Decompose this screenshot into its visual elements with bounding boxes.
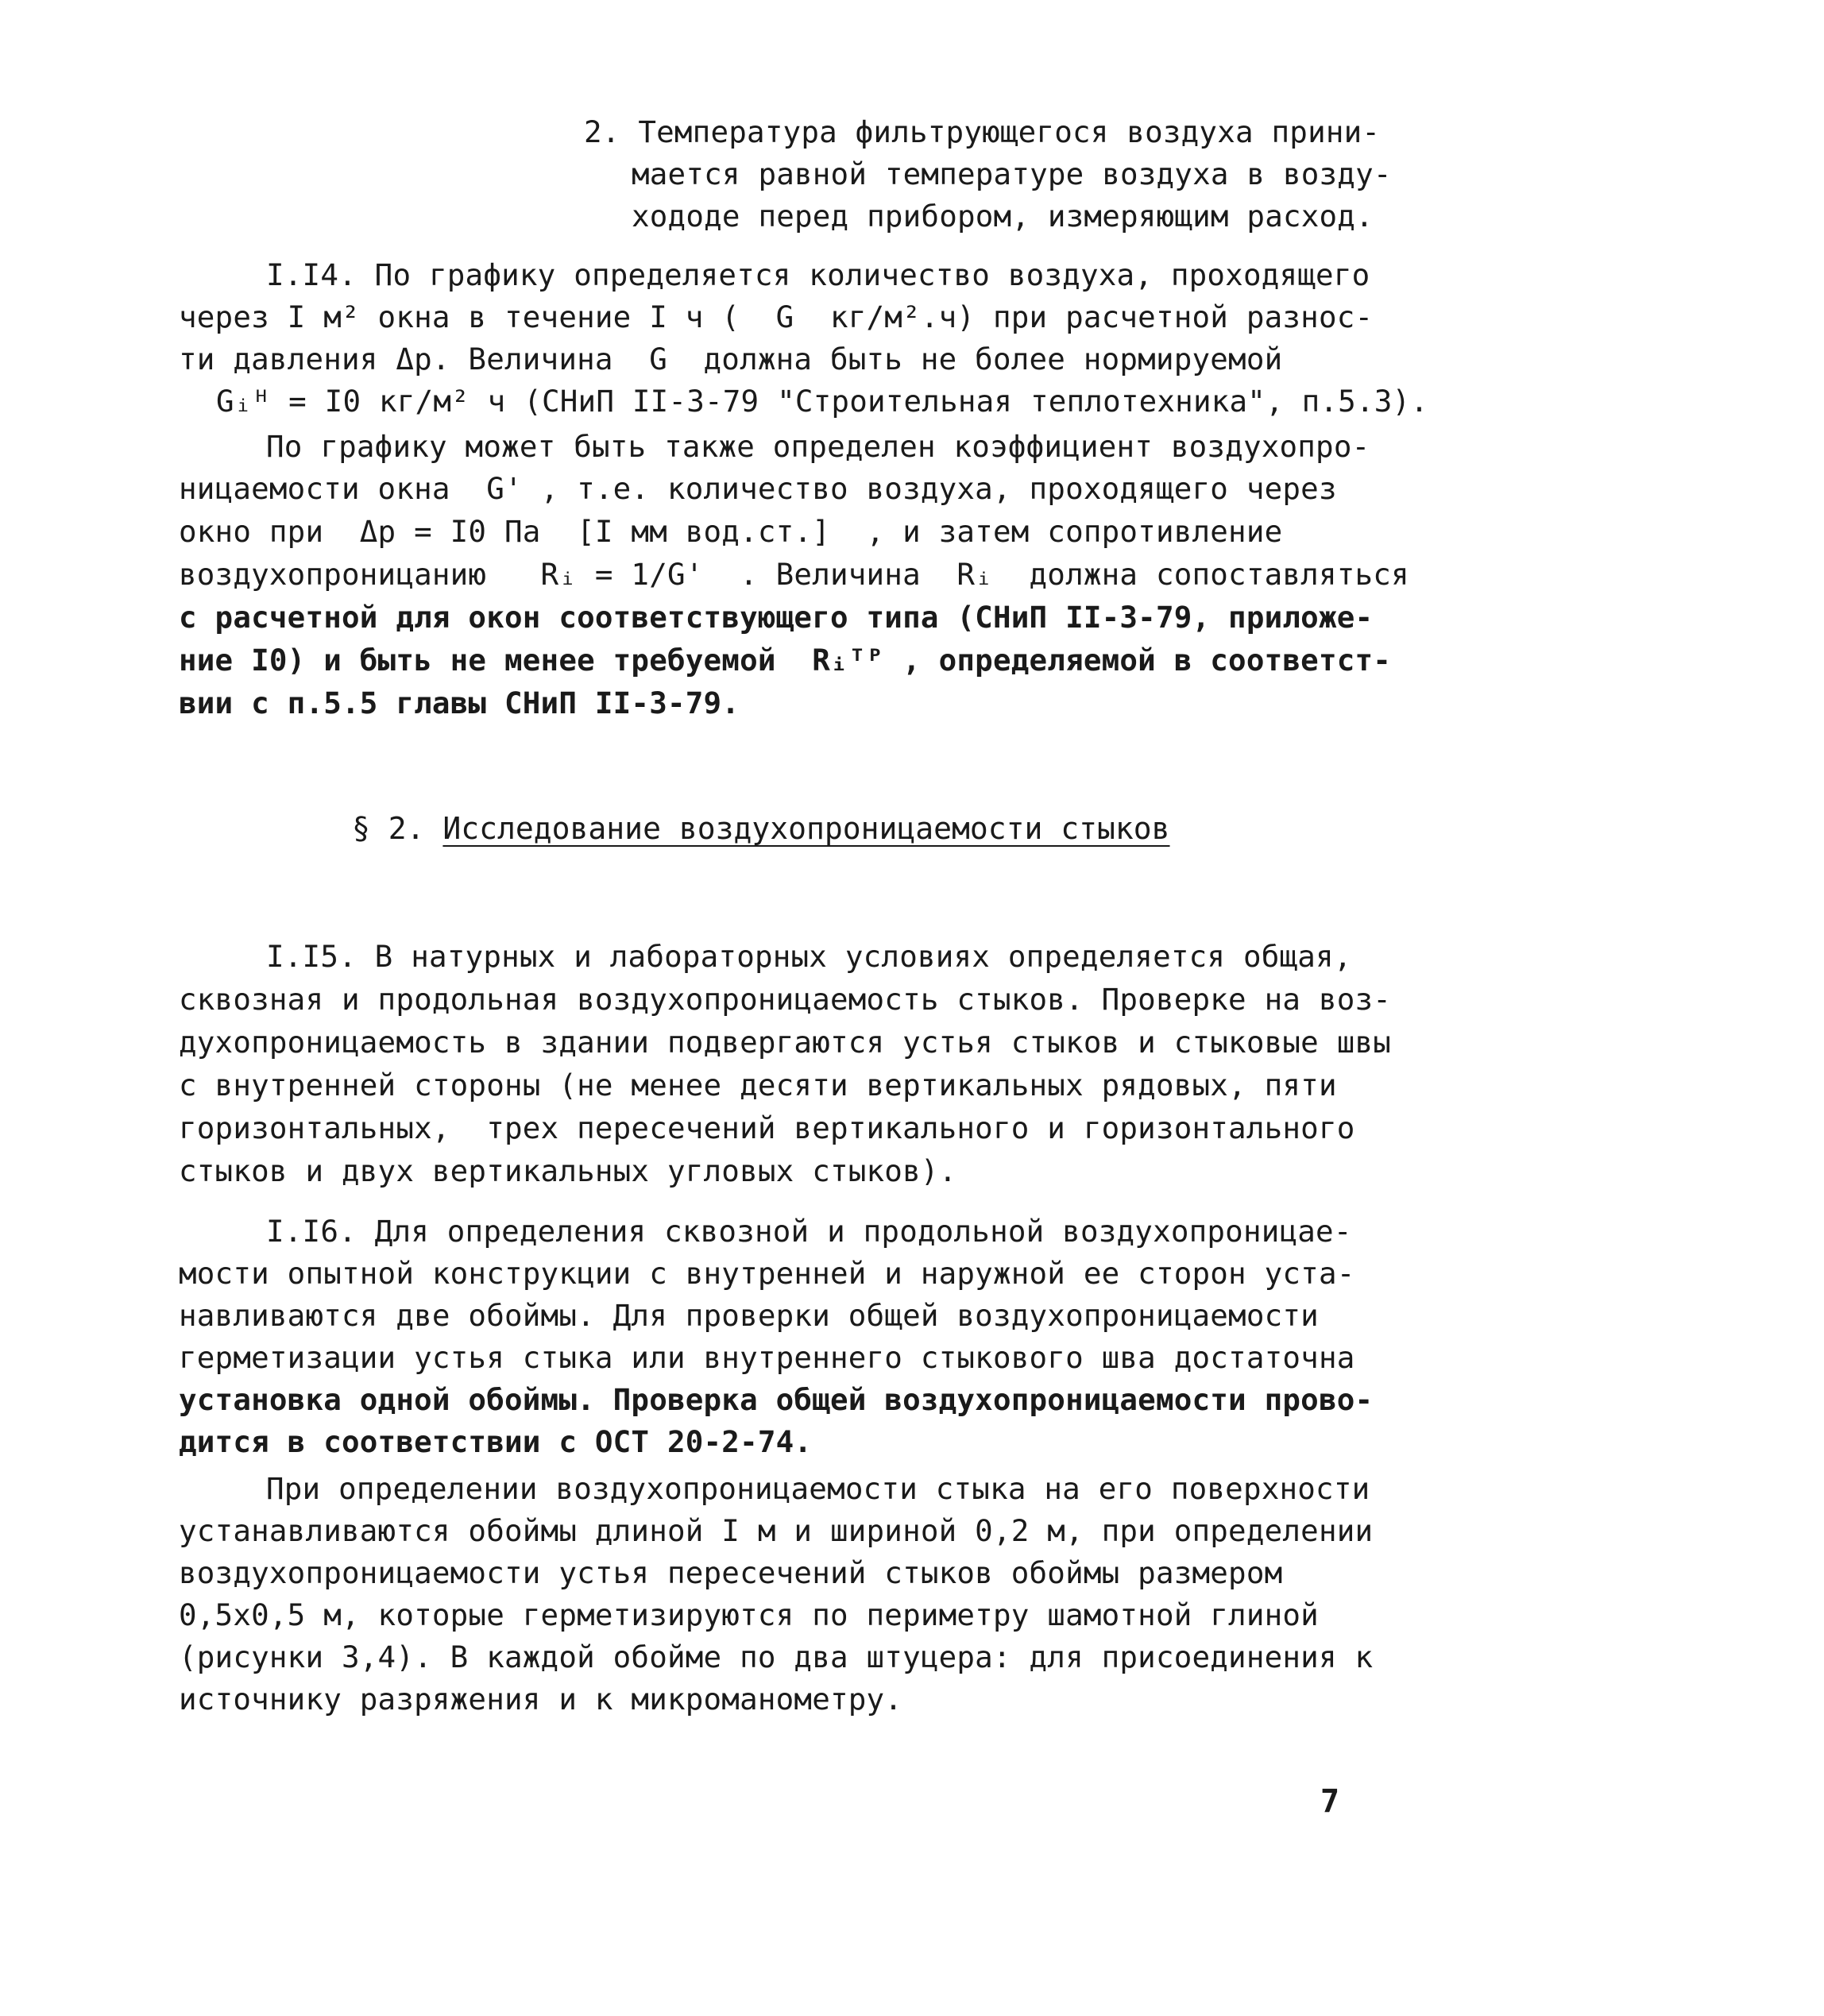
para-114b-line-5: с расчетной для окон соответствующего типа (СНиП II-3-79, приложе- [179,600,1374,635]
para-114b-line-1: По графику может быть также определен коэффициент воздухопро- [266,429,1370,464]
page-number: 7 [1320,1783,1340,1820]
para-114b-line-6: ние I0) и быть не менее требуемой Rᵢᵀᴾ , определяемой в соответст- [179,643,1392,678]
para-115-line-3: духопроницаемость в здании подвергаются устья стыков и стыковые швы [179,1025,1392,1060]
note-line-2: мается равной температуре воздуха в возду- [632,156,1392,191]
section-title: Исследование воздухопроницаемости стыков [442,811,1170,846]
note-line-3: хододе перед прибором, измеряющим расход. [632,199,1374,234]
para-114b-line-7: вии с п.5.5 главы СНиП II-3-79. [179,686,740,720]
para-114b-line-2: ницаемости окна G' , т.е. количество воздуха, проходящего через [179,471,1337,506]
para-116-line-6: дится в соответствии с ОСТ 20-2-74. [179,1424,813,1459]
para-114-line-4: Gᵢᴴ = I0 кг/м² ч (СНиП II-3-79 "Строительная теплотехника", п.5.3). [216,384,1429,419]
para-116-line-2: мости опытной конструкции с внутренней и наружной ее сторон уста- [179,1256,1355,1291]
para-116-line-1: I.I6. Для определения сквозной и продольной воздухопроницае- [266,1214,1352,1249]
para-116b-line-3: воздухопроницаемости устья пересечений стыков обоймы размером [179,1555,1283,1590]
para-116-line-3: навливаются две обоймы. Для проверки общей воздухопроницаемости [179,1298,1319,1333]
para-115-line-2: сквозная и продольная воздухопроницаемость стыков. Проверке на воз- [179,982,1392,1017]
section-heading [352,806,1170,851]
para-116b-line-2: устанавливаются обоймы длиной I м и шириной 0,2 м, при определении [179,1513,1374,1548]
para-116b-line-4: 0,5x0,5 м, которые герметизируются по периметру шамотной глиной [179,1597,1319,1632]
para-115-line-4: с внутренней стороны (не менее десяти вертикальных рядовых, пяти [179,1068,1337,1103]
para-116-line-4: герметизации устья стыка или внутреннего стыкового шва достаточна [179,1340,1355,1375]
para-115-line-6: стыков и двух вертикальных угловых стыков). [179,1153,957,1188]
note-line-1: 2. Температура фильтрующегося воздуха прини- [584,114,1381,149]
para-116-line-5: установка одной обоймы. Проверка общей воздухопроницаемости прово- [179,1382,1374,1417]
para-115-line-5: горизонтальных, трех пересечений вертикального и горизонтального [179,1110,1355,1145]
para-114-line-2: через I м² окна в течение I ч ( G кг/м².ч) при расчетной разнос- [179,299,1374,334]
para-114b-line-3: окно при Δр = I0 Па [I мм вод.ст.] , и затем сопротивление [179,514,1283,549]
para-116b-line-5: (рисунки 3,4). В каждой обойме по два штуцера: для присоединения к [179,1639,1374,1674]
para-116b-line-6: источнику разряжения и к микроманометру. [179,1682,903,1717]
para-116b-line-1: При определении воздухопроницаемости стыка на его поверхности [266,1471,1370,1506]
para-114b-line-4: воздухопроницанию Rᵢ = 1/G' . Величина Rᵢ должна сопоставляться [179,557,1409,592]
section-number: § 2. [352,811,425,846]
para-114-line-3: ти давления Δр. Величина G должна быть не более нормируемой [179,342,1283,377]
para-115-line-1: I.I5. В натурных и лабораторных условиях определяется общая, [266,939,1352,974]
para-114-line-1: I.I4. По графику определяется количество воздуха, проходящего [266,257,1370,292]
